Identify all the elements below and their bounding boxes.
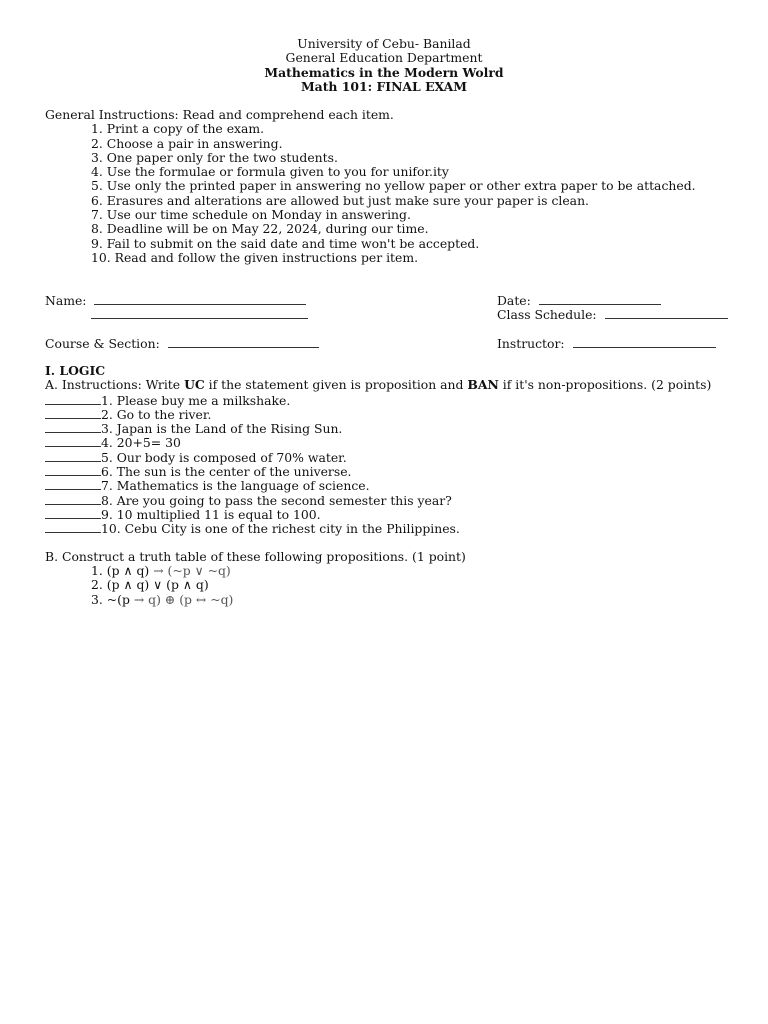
uc-keyword: UC — [184, 377, 205, 393]
instruction-item: 2. Choose a pair in answering. — [91, 135, 283, 151]
info-row-schedule — [0, 307, 768, 321]
answer-blank[interactable] — [45, 393, 101, 405]
answer-blank[interactable] — [45, 464, 101, 476]
instruction-item: 6. Erasures and alterations are allowed but just make sure your paper is clean. — [91, 192, 589, 208]
instruction-item: 9. Fail to submit on the said date and time won't be accepted. — [91, 235, 480, 251]
name-second-blank[interactable] — [91, 307, 308, 319]
question-row — [45, 464, 745, 478]
part-a-prefix: A. Instructions: Write — [45, 377, 185, 393]
proposition-item — [45, 593, 745, 607]
part-a-middle: if the statement given is proposition and — [204, 377, 468, 393]
answer-blank[interactable] — [45, 521, 101, 533]
instruction-item: 5. Use only the printed paper in answering no yellow paper or other extra paper to be attached. — [91, 178, 696, 194]
part-a-suffix: if it's non-propositions. (2 points) — [498, 377, 712, 393]
date-label: Date: — [497, 293, 531, 308]
university-name: University of Cebu- Banilad — [297, 36, 471, 51]
info-row-name-date — [0, 293, 768, 307]
question-text: 2. Go to the river. — [101, 406, 212, 422]
instructor-field — [497, 336, 716, 351]
spacer — [45, 536, 745, 550]
answer-blank[interactable] — [45, 435, 101, 447]
question-text: 9. 10 multiplied 11 is equal to 100. — [101, 506, 321, 522]
question-row — [45, 421, 745, 435]
question-text: 4. 20+5= 30 — [101, 435, 181, 451]
proposition-prefix: 3. ~(p — [91, 591, 134, 607]
question-row — [45, 407, 745, 421]
question-text: 5. Our body is composed of 70% water. — [101, 449, 347, 465]
instruction-item: 1. Print a copy of the exam. — [91, 121, 265, 137]
name-blank[interactable] — [94, 293, 306, 305]
question-row — [45, 507, 745, 521]
proposition-item — [45, 564, 745, 578]
instruction-item: 3. One paper only for the two students. — [91, 149, 338, 165]
answer-blank[interactable] — [45, 450, 101, 462]
question-row — [45, 450, 745, 464]
class-schedule-blank[interactable] — [605, 307, 728, 319]
question-row — [45, 493, 745, 507]
instructor-blank[interactable] — [573, 336, 716, 348]
name-label: Name: — [45, 293, 87, 308]
question-row — [45, 478, 745, 492]
question-text: 10. Cebu City is one of the richest city in the Philippines. — [101, 521, 460, 537]
part-b-instruction: B. Construct a truth table of these following propositions. (1 point) — [45, 548, 466, 564]
name-field — [45, 293, 306, 308]
course-title: Mathematics in the Modern Wolrd — [264, 64, 504, 80]
answer-blank[interactable] — [45, 421, 101, 433]
question-row — [45, 393, 745, 407]
instructions-intro: General Instructions: Read and comprehend each item. — [45, 107, 394, 122]
instruction-item: 4. Use the formulae or formula given to you for unifor.ity — [91, 164, 449, 180]
question-text: 1. Please buy me a milkshake. — [101, 392, 291, 408]
instruction-item: 7. Use our time schedule on Monday in answering. — [91, 207, 411, 223]
question-text: 8. Are you going to pass the second semester this year? — [101, 492, 452, 508]
general-instructions — [45, 108, 745, 265]
instruction-item: 10. Read and follow the given instructions per item. — [91, 249, 419, 265]
proposition-rest: → q) ⊕ (p ↔ ~q) — [133, 591, 234, 607]
class-schedule-label: Class Schedule: — [497, 307, 597, 322]
section-title: I. LOGIC — [45, 363, 106, 378]
proposition-rest: → (~p ∨ ~q) — [153, 563, 231, 579]
answer-blank[interactable] — [45, 507, 101, 519]
answer-blank[interactable] — [45, 407, 101, 419]
answer-blank[interactable] — [45, 493, 101, 505]
question-text: 7. Mathematics is the language of science. — [101, 478, 370, 494]
class-schedule-field — [497, 307, 728, 322]
question-text: 3. Japan is the Land of the Rising Sun. — [101, 421, 343, 437]
proposition-prefix: 1. (p ∧ q) — [91, 563, 154, 579]
date-blank[interactable] — [539, 293, 661, 305]
section-logic — [45, 364, 745, 607]
course-section-label: Course & Section: — [45, 336, 160, 351]
question-text: 6. The sun is the center of the universe. — [101, 464, 352, 480]
department-name: General Education Department — [285, 50, 483, 66]
part-a-instruction — [45, 378, 745, 392]
info-row-course-instructor — [0, 336, 768, 350]
exam-title: Math 101: FINAL EXAM — [300, 78, 468, 94]
question-row — [45, 521, 745, 535]
instructor-label: Instructor: — [497, 336, 565, 351]
proposition-prefix: 2. (p ∧ q) ∨ (p ∧ q) — [91, 577, 209, 593]
answer-blank[interactable] — [45, 478, 101, 490]
exam-header — [0, 37, 768, 94]
instruction-item: 8. Deadline will be on May 22, 2024, during our time. — [91, 221, 429, 237]
date-field — [497, 293, 661, 308]
ban-keyword: BAN — [467, 377, 499, 393]
course-section-field — [45, 336, 319, 351]
course-section-blank[interactable] — [168, 336, 319, 348]
question-row — [45, 435, 745, 449]
proposition-item — [45, 578, 745, 592]
